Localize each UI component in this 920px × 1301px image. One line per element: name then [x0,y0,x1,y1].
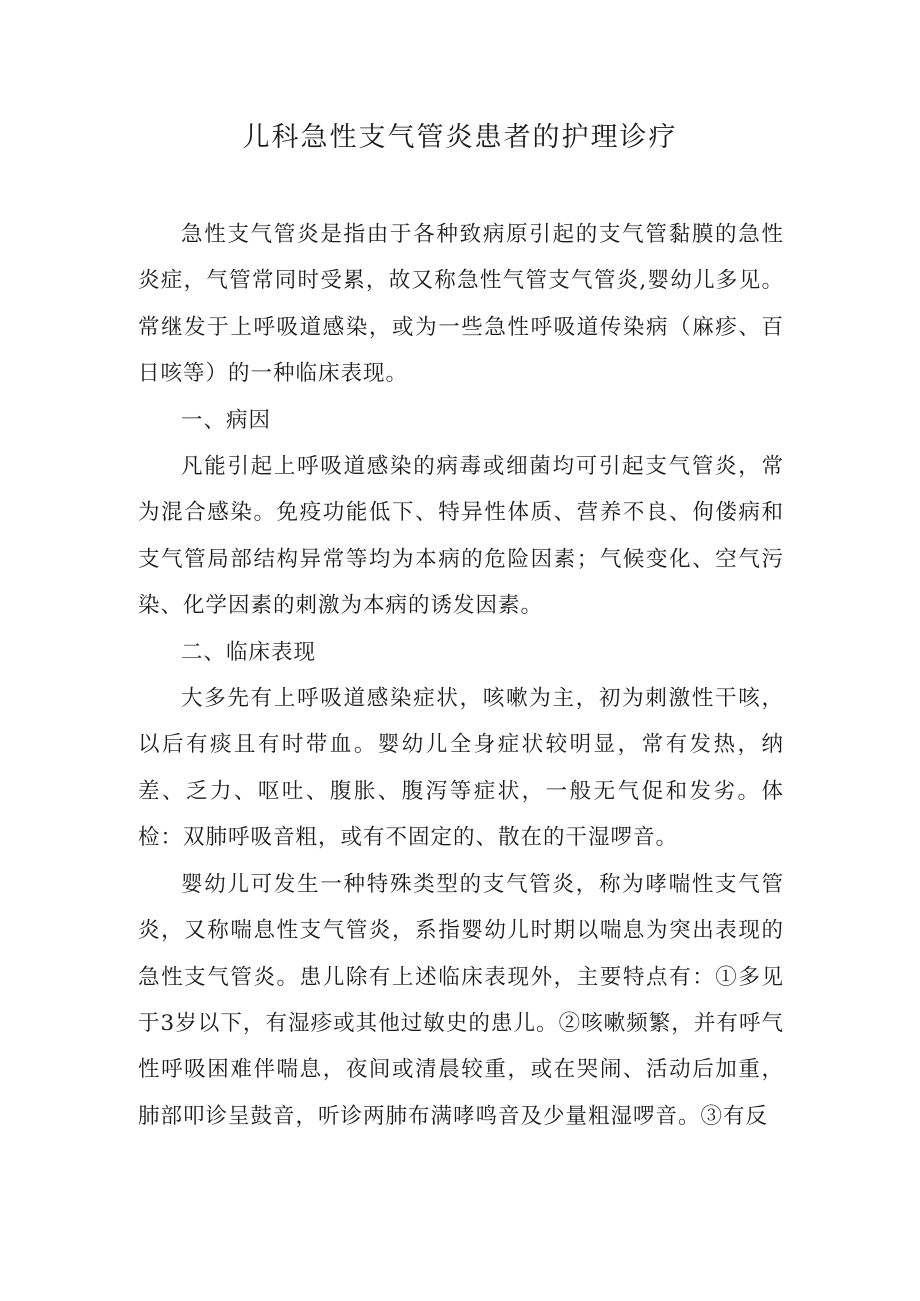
document-body [138,212,784,1140]
intro-paragraph: 急性支气管炎是指由于各种致病原引起的支气管黏膜的急性炎症，气管常同时受累，故又称急性气管支气管炎,婴幼儿多见。常继发于上呼吸道感染，或为一些急性呼吸道传染病（麻疹、百日咳等）的一种临床表现。 [138,222,784,387]
asthmatic-bronchitis-paragraph: 婴幼儿可发生一种特殊类型的支气管炎，称为哮喘性支气管炎，又称喘息性支气管炎，系指婴幼儿时期以喘息为突出表现的急性支气管炎。患儿除有上述临床表现外，主要特点有：①多见于3岁以下，有湿疹或其他过敏史的患儿。②咳嗽频繁，并有呼气性呼吸困难伴喘息，夜间或清晨较重，或在哭闹、活动后加重，肺部叩诊呈鼓音，听诊两肺布满哮鸣音及少量粗湿啰音。③有反 [138,871,784,1129]
document-title: 儿科急性支气管炎患者的护理诊疗 [242,122,678,153]
etiology-paragraph: 凡能引起上呼吸道感染的病毒或细菌均可引起支气管炎，常为混合感染。免疫功能低下、特异性体质、营养不良、佝偻病和支气管局部结构异常等均为本病的危险因素；气候变化、空气污染、化学因素的刺激为本病的诱发因素。 [138,454,784,619]
clinical-paragraph: 大多先有上呼吸道感染症状，咳嗽为主，初为刺激性干咳，以后有痰且有时带血。婴幼儿全身症状较明显，常有发热，纳差、乏力、呕吐、腹胀、腹泻等症状，一般无气促和发劣。体检：双肺呼吸音粗，或有不固定的、散在的干湿啰音。 [138,686,784,851]
section-heading-clinical: 二、临床表现 [181,639,317,665]
section-heading-etiology: 一、病因 [181,407,272,433]
